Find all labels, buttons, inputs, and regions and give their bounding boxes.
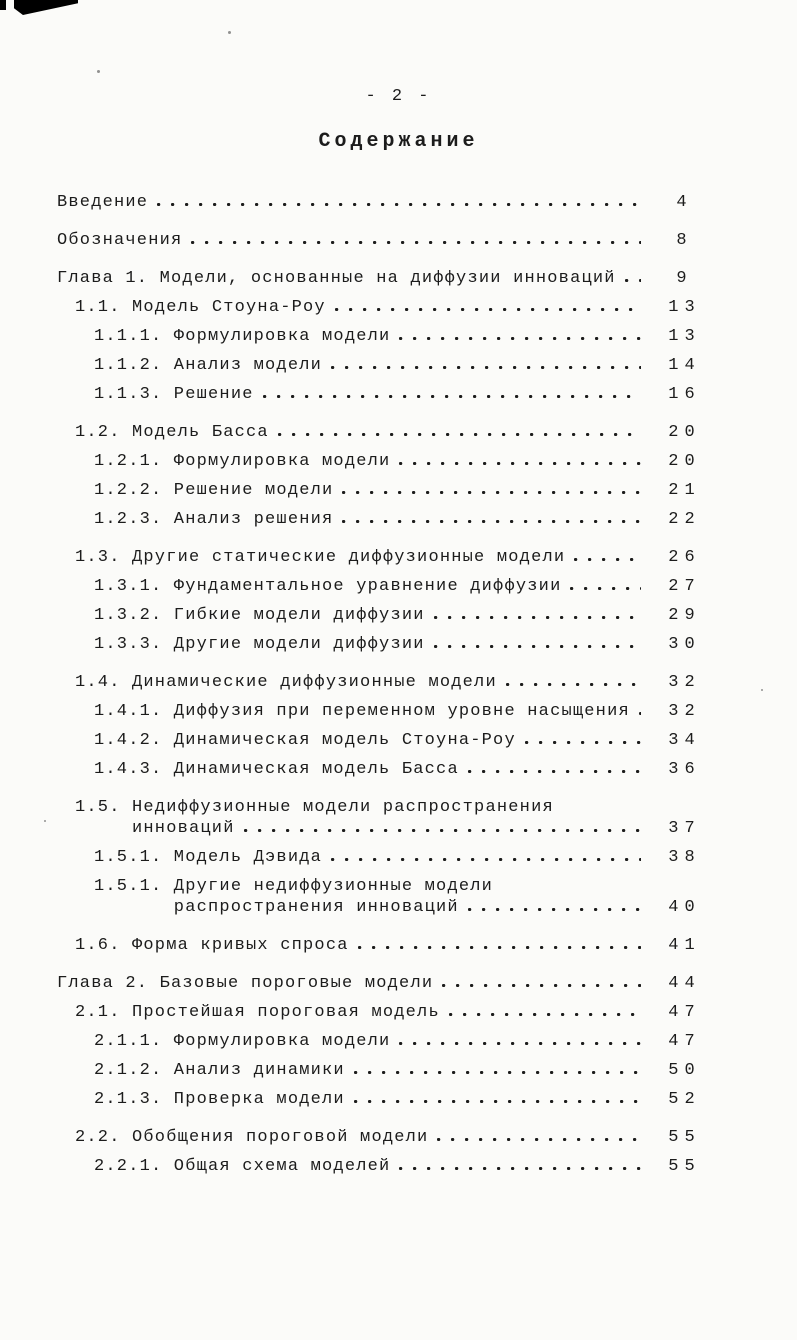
toc-entry-label: 1.2.3. Анализ решения — [94, 510, 334, 529]
toc-entry — [57, 799, 711, 816]
dot-leader — [449, 1013, 641, 1016]
toc-entry-label: инноваций — [132, 819, 235, 838]
toc-entry — [57, 357, 711, 374]
toc-entry-label: 1.5.1. Другие недиффузионные модели — [94, 877, 494, 896]
toc-entry — [57, 1158, 711, 1175]
toc-entry — [57, 761, 711, 778]
scan-artifact-edge — [0, 0, 6, 10]
toc-entry — [57, 1033, 711, 1050]
toc-entry-label: 1.4.3. Динамическая модель Басса — [94, 760, 459, 779]
toc-page-number: 26 — [668, 548, 701, 567]
toc-page-number: 27 — [668, 577, 701, 596]
dot-leader — [570, 587, 641, 590]
dot-leader — [437, 1138, 641, 1141]
toc-entry — [57, 636, 711, 653]
dot-leader — [525, 741, 641, 744]
dot-leader — [263, 395, 641, 398]
toc-page-number: 20 — [668, 452, 701, 471]
toc-entry-label: 2.1.2. Анализ динамики — [94, 1061, 345, 1080]
table-of-contents — [57, 194, 711, 1175]
toc-page-number: 14 — [668, 356, 701, 375]
toc-entry-label: 1.3.1. Фундаментальное уравнение диффузии — [94, 577, 562, 596]
toc-entry-label: Введение — [57, 193, 149, 212]
toc-entry-label: распространения инноваций — [173, 898, 459, 917]
toc-page-number: 44 — [668, 974, 701, 993]
toc-entry — [57, 270, 711, 287]
toc-entry-label: 1.3.2. Гибкие модели диффузии — [94, 606, 425, 625]
toc-entry-label: 1.3.3. Другие модели диффузии — [94, 635, 425, 654]
toc-entry-label: 1.1.3. Решение — [94, 385, 254, 404]
toc-entry — [57, 975, 711, 992]
toc-page-number: 47 — [668, 1003, 701, 1022]
toc-entry — [57, 1004, 711, 1021]
toc-entry — [57, 703, 711, 720]
scan-artifact-wedge — [14, 0, 78, 15]
dot-leader — [244, 829, 641, 832]
toc-page-number: 4 — [676, 193, 693, 212]
toc-page-number: 20 — [668, 423, 701, 442]
scan-speck — [97, 70, 100, 73]
toc-entry — [57, 232, 711, 249]
toc-entry — [57, 1062, 711, 1079]
toc-page-number: 37 — [668, 819, 701, 838]
dot-leader — [574, 558, 641, 561]
toc-entry-label: 1.5. Недиффузионные модели распространения — [75, 798, 554, 817]
toc-page-number: 41 — [668, 936, 701, 955]
toc-entry-label: 1.1.1. Формулировка модели — [94, 327, 391, 346]
dot-leader — [331, 858, 641, 861]
dot-leader — [399, 462, 641, 465]
toc-entry — [57, 820, 711, 837]
page-number-header: - 2 - — [365, 87, 432, 106]
dot-leader — [191, 241, 641, 244]
dot-leader — [442, 984, 641, 987]
toc-page-number: 50 — [668, 1061, 701, 1080]
toc-page-number: 9 — [676, 269, 693, 288]
toc-entry-label: 2.1.1. Формулировка модели — [94, 1032, 391, 1051]
toc-entry — [57, 899, 711, 916]
toc-page-number: 30 — [668, 635, 701, 654]
toc-page-number: 36 — [668, 760, 701, 779]
toc-entry — [57, 328, 711, 345]
toc-entry-label: 1.4.2. Динамическая модель Стоуна-Роу — [94, 731, 516, 750]
toc-entry-label: 2.2.1. Общая схема моделей — [94, 1157, 391, 1176]
toc-page-number: 47 — [668, 1032, 701, 1051]
toc-entry-label: 1.4. Динамические диффузионные модели — [75, 673, 497, 692]
dot-leader — [399, 337, 641, 340]
toc-entry — [57, 578, 711, 595]
toc-page-number: 16 — [668, 385, 701, 404]
scan-speck — [44, 820, 46, 822]
dot-leader — [335, 308, 641, 311]
dot-leader — [434, 645, 641, 648]
toc-page-number: 32 — [668, 673, 701, 692]
toc-entry-label: 2.1. Простейшая пороговая модель — [75, 1003, 440, 1022]
toc-entry — [57, 299, 711, 316]
toc-entry-label: 1.2. Модель Басса — [75, 423, 269, 442]
toc-entry — [57, 194, 711, 211]
toc-page-number: 52 — [668, 1090, 701, 1109]
dot-leader — [625, 279, 641, 282]
toc-entry-label: 1.1. Модель Стоуна-Роу — [75, 298, 326, 317]
dot-leader — [639, 712, 641, 715]
toc-page-number: 21 — [668, 481, 701, 500]
toc-page-number: 34 — [668, 731, 701, 750]
toc-entry-label: 1.3. Другие статические диффузионные модели — [75, 548, 566, 567]
toc-entry-label: 1.1.2. Анализ модели — [94, 356, 323, 375]
toc-entry — [57, 386, 711, 403]
dot-leader — [506, 683, 641, 686]
dot-leader — [278, 433, 641, 436]
toc-entry-label: 1.6. Форма кривых спроса — [75, 936, 349, 955]
toc-page-number: 40 — [668, 898, 701, 917]
toc-entry — [57, 674, 711, 691]
page-title: Содержание — [318, 130, 479, 153]
dot-leader — [354, 1071, 641, 1074]
toc-entry-label: 2.1.3. Проверка модели — [94, 1090, 345, 1109]
toc-entry — [57, 511, 711, 528]
toc-entry — [57, 732, 711, 749]
dot-leader — [342, 520, 641, 523]
dot-leader — [331, 366, 641, 369]
toc-entry-label: Глава 1. Модели, основанные на диффузии инноваций — [57, 269, 616, 288]
toc-entry-label: 1.2.1. Формулировка модели — [94, 452, 391, 471]
toc-entry — [57, 849, 711, 866]
dot-leader — [399, 1042, 641, 1045]
toc-page-number: 32 — [668, 702, 701, 721]
toc-page-number: 55 — [668, 1157, 701, 1176]
toc-page-number: 13 — [668, 327, 701, 346]
toc-entry-label: 1.5.1. Модель Дэвида — [94, 848, 323, 867]
toc-entry-label: 2.2. Обобщения пороговой модели — [75, 1128, 429, 1147]
toc-entry — [57, 937, 711, 954]
dot-leader — [354, 1100, 641, 1103]
toc-entry-label: 1.2.2. Решение модели — [94, 481, 334, 500]
toc-page-number: 8 — [676, 231, 693, 250]
scan-speck — [228, 31, 231, 34]
toc-page-number: 29 — [668, 606, 701, 625]
scan-speck — [761, 689, 763, 691]
toc-entry — [57, 878, 711, 895]
toc-page-number: 22 — [668, 510, 701, 529]
toc-entry-label: 1.4.1. Диффузия при переменном уровне насыщения — [94, 702, 630, 721]
dot-leader — [399, 1167, 641, 1170]
toc-entry-label: Обозначения — [57, 231, 183, 250]
dot-leader — [468, 770, 641, 773]
toc-entry — [57, 1091, 711, 1108]
toc-entry — [57, 424, 711, 441]
toc-page-number: 13 — [668, 298, 701, 317]
dot-leader — [342, 491, 641, 494]
toc-entry — [57, 607, 711, 624]
toc-entry — [57, 1129, 711, 1146]
toc-entry — [57, 549, 711, 566]
toc-page-number: 38 — [668, 848, 701, 867]
dot-leader — [157, 203, 641, 206]
toc-entry — [57, 482, 711, 499]
toc-entry — [57, 453, 711, 470]
toc-entry-label: Глава 2. Базовые пороговые модели — [57, 974, 434, 993]
dot-leader — [468, 908, 641, 911]
dot-leader — [434, 616, 641, 619]
dot-leader — [358, 946, 641, 949]
toc-page-number: 55 — [668, 1128, 701, 1147]
